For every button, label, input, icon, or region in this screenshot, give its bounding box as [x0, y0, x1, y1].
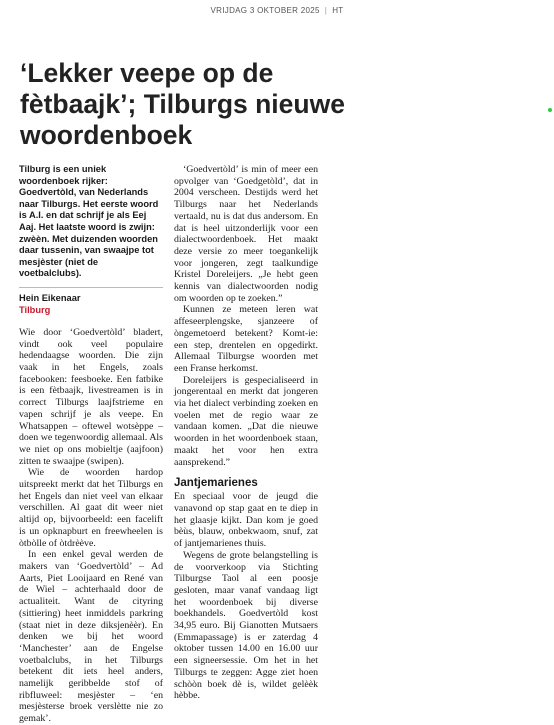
status-dot — [548, 108, 552, 112]
issue-date: VRIJDAG 3 OKTOBER 2025 — [210, 6, 320, 15]
body-paragraph: In een enkel geval werden de makers van ‘Goedvertòld’ – Ad Aarts, Piet Looijaard en René van de Wiel – achterhaald door de actualiteit. Want de cityring (sittiering) heet inmiddels parkring (staat niet in deze diksjenèèr). En denken we bij het woord ‘Manchester’ aan de Engelse voetbalclubs, in het Tilburgs betekent dit iets heel anders, namelijk geribbelde stof of ribfluweel: mesjèster – ‘en mesjèsterse broek verslètte nie zo gemak’. — [19, 549, 163, 725]
column-right — [174, 164, 318, 702]
article-headline: ‘Lekker veepe op de fètbaajk’; Tilburgs nieuwe woordenboek — [20, 58, 345, 150]
body-paragraph: Wegens de grote belangstelling is de voorverkoop via Stichting Tilburgse Taol al een poosje gesloten, maar vanaf vandaag ligt het woordenboek bij diverse boekhandels. Goedvertòld kost 34,95 euro. Bij Gianotten Mutsaers (Emmapassage) is er zaterdag 4 oktober tussen 14.00 en 16.00 uur een signeersessie. Om het in het Tilburgs te zeggen: Agge ziet hoen schòòn boek dè is, wildet gelèèk hèbbe. — [174, 549, 318, 702]
body-paragraph: En speciaal voor de jeugd die vanavond op stap gaat en te diep in het glaasje kijkt. Dan kom je goed bèùs, blauw, onbekwaom, snuf, zat of jantjemarienes thuis. — [174, 491, 318, 550]
intro-text: Tilburg is een uniek woordenboek rijker: Goedvertòld, van Nederlands naar Tilburgs. Het eerste woord is A.I. en dat schrijf je als Eej Aaj. Het laatste woord is zwijn: zwèèn. Met duizenden woorden daar tussenin, van swaajpe tot mesjèster (niet de voetbalclubs). — [19, 164, 159, 279]
article-intro — [19, 164, 163, 280]
paper-name: HT — [332, 6, 344, 15]
byline-author: Hein Eikenaar — [19, 292, 81, 303]
body-paragraph: Wie door ‘Goedvertòld’ bladert, vindt ook veel populaire hedendaagse woorden. Die zijn vaak in het Engels, zoals facebooken: feesboeke. Een fatbike is een fètbaajk, livestreamen is in correct Tilburgs laajfstrieme en vapen schrijf je als veepe. En Whatsappen – oftewel wotsèppe – doen we tegenwoordig allemaal. Als we niet op ons mobieltje (aajfoon) zitten te swaajpe (swipen). — [19, 326, 163, 467]
body-paragraph: Doreleijers is gespecialiseerd in jongerentaal en merkt dat jongeren via het dialect verbinding zoeken en voelen met de regio waar ze vandaan komen. „Dat die nieuwe woorden in het woordenboek staan, maakt het voor hen extra aansprekend.” — [174, 374, 318, 468]
byline-divider — [19, 287, 163, 288]
body-paragraph: Wie de woorden hardop uitspreekt merkt dat het Tilburgs en het Engels dan niet veel van elkaar verschillen. Al gaat dit weer niet altijd op, bijvoorbeeld: een facelift is un opknapburt en freewheelen is òtbòlle of òtdrèève. — [19, 467, 163, 549]
dateline-place: Tilburg — [19, 304, 51, 315]
header-separator: | — [322, 6, 330, 15]
column-left — [19, 164, 163, 725]
page-header — [0, 6, 554, 15]
body-paragraph: ‘Goedvertòld’ is min of meer een opvolger van ‘Goedgetòld’, dat in 2004 verscheen. Destijds werd het Tilburgs naar het Nederlands vertaald, nu is dat dus andersom. En dat is heel uitzonderlijk voor een dialectwoordenboek. Het maakt deze versie zo meer toegankelijk voor jongeren, zegt taalkundige Kristel Doreleijers. „Je hebt geen kennis van dialectwoorden nodig om woorden op te zoeken.” — [174, 164, 318, 304]
section-subheading: Jantjemarienes — [174, 477, 258, 490]
body-paragraph: Kunnen ze meteen leren wat affeseerplengske, sjanzeere of òngemetoerd betekent? Komt-ie: een step, drentelen en opgedirkt. Allemaal Tilburgse woorden met een Franse herkomst. — [174, 304, 318, 374]
